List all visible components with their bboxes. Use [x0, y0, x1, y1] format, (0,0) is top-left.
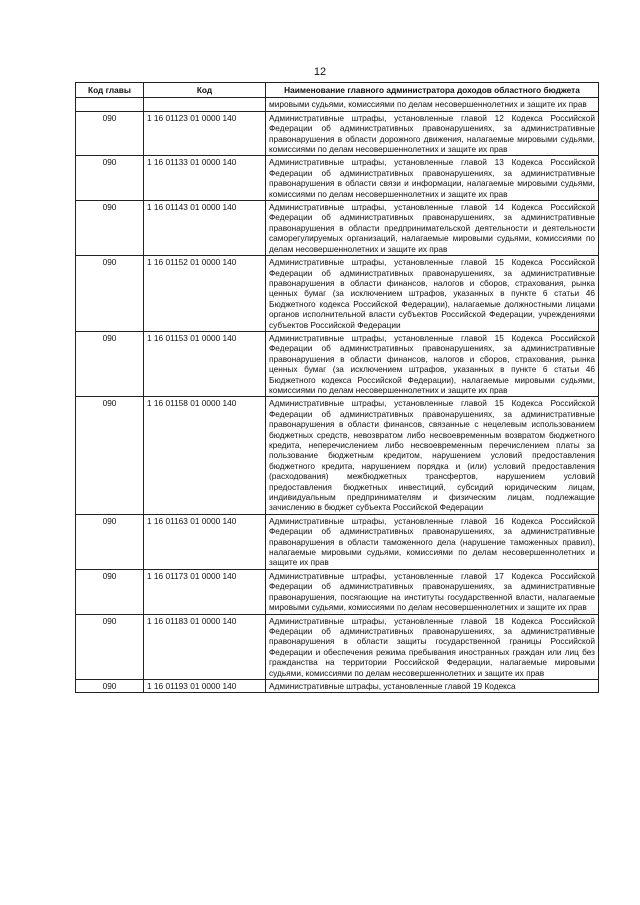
budget-code-cell: 1 16 01143 01 0000 140	[144, 201, 266, 256]
budget-code-cell: 1 16 01183 01 0000 140	[144, 614, 266, 679]
budget-code-cell: 1 16 01163 01 0000 140	[144, 514, 266, 569]
table-row	[76, 256, 599, 332]
table-row	[76, 156, 599, 201]
continuation-name-cell: мировыми судьями, комиссиями по делам несовершеннолетних и защите их прав	[266, 98, 599, 111]
header-code: Код	[144, 83, 266, 98]
chapter-code-cell: 090	[76, 514, 144, 569]
revenue-name-cell: Административные штрафы, установленные главой 15 Кодекса Российской Федерации об административных правонарушениях, за административные правонарушения в области финансов, связанные с нецелевым использованием бюджетных средств, невозвратом либо несвоевременным возвратом бюджетного кредита, неперечислением либо несвоевременным перечислением платы за пользование бюджетным кредитом, нарушением условий предоставления бюджетного кредита, нарушением порядка и (или) условий предоставления (расходования) межбюджетных трансфертов, нарушением условий предоставления бюджетных инвестиций, субсидий юридическим лицам, индивидуальным предпринимателям и физическим лицам, подлежащие зачислению в бюджет субъекта Российской Федерации	[266, 397, 599, 514]
budget-code-cell: 1 16 01123 01 0000 140	[144, 111, 266, 156]
continuation-code-cell	[144, 98, 266, 111]
table-row	[76, 331, 599, 396]
header-chapter-code: Код главы	[76, 83, 144, 98]
table-row	[76, 397, 599, 514]
chapter-code-cell: 090	[76, 679, 144, 692]
budget-code-cell: 1 16 01133 01 0000 140	[144, 156, 266, 201]
chapter-code-cell: 090	[76, 614, 144, 679]
budget-code-cell: 1 16 01153 01 0000 140	[144, 331, 266, 396]
revenue-name-cell: Административные штрафы, установленные главой 15 Кодекса Российской Федерации об административных правонарушениях, за административные правонарушения в области финансов, налогов и сборов, страхования, рынка ценных бумаг (за исключением штрафов, указанных в пункте 6 статьи 46 Бюджетного кодекса Российской Федерации), налагаемые мировыми судьями, комиссиями по делам несовершеннолетних и защите их прав	[266, 331, 599, 396]
chapter-code-cell: 090	[76, 397, 144, 514]
budget-code-cell: 1 16 01173 01 0000 140	[144, 569, 266, 614]
revenue-name-cell: Административные штрафы, установленные главой 17 Кодекса Российской Федерации об административных правонарушениях, за административные правонарушения, посягающие на институты государственной власти, налагаемые мировыми судьями, комиссиями по делам несовершеннолетних и защите их прав	[266, 569, 599, 614]
chapter-code-cell: 090	[76, 156, 144, 201]
revenue-name-cell: Административные штрафы, установленные главой 16 Кодекса Российской Федерации об административных правонарушениях, за административные правонарушения в области таможенного дела (нарушение таможенных правил), налагаемые мировыми судьями, комиссиями по делам несовершеннолетних и защите их прав	[266, 514, 599, 569]
revenue-administrators-table	[75, 82, 599, 693]
table-body	[76, 98, 599, 693]
budget-code-cell: 1 16 01152 01 0000 140	[144, 256, 266, 332]
continuation-chapter-cell	[76, 98, 144, 111]
page-number: 12	[313, 66, 327, 78]
chapter-code-cell: 090	[76, 569, 144, 614]
chapter-code-cell: 090	[76, 331, 144, 396]
revenue-name-cell: Административные штрафы, установленные главой 14 Кодекса Российской Федерации об административных правонарушениях, за административные правонарушения в области предпринимательской деятельности и деятельности саморегулируемых организаций, налагаемые мировыми судьями, комиссиями по делам несовершеннолетних и защите их прав	[266, 201, 599, 256]
revenue-name-cell: Административные штрафы, установленные главой 19 Кодекса	[266, 679, 599, 692]
table-row	[76, 614, 599, 679]
budget-code-cell: 1 16 01158 01 0000 140	[144, 397, 266, 514]
revenue-name-cell: Административные штрафы, установленные главой 12 Кодекса Российской Федерации об административных правонарушениях, за административные правонарушения в области дорожного движения, налагаемые мировыми судьями, комиссиями по делам несовершеннолетних и защите их прав	[266, 111, 599, 156]
table-row	[76, 569, 599, 614]
chapter-code-cell: 090	[76, 201, 144, 256]
table-row	[76, 514, 599, 569]
table-row	[76, 201, 599, 256]
chapter-code-cell: 090	[76, 111, 144, 156]
table-header-row	[76, 83, 599, 98]
table-row	[76, 111, 599, 156]
table-row	[76, 679, 599, 692]
header-name: Наименование главного администратора доходов областного бюджета	[266, 83, 599, 98]
revenue-name-cell: Административные штрафы, установленные главой 13 Кодекса Российской Федерации об административных правонарушениях, за административные правонарушения в области связи и информации, налагаемые мировыми судьями, комиссиями по делам несовершеннолетних и защите их прав	[266, 156, 599, 201]
chapter-code-cell: 090	[76, 256, 144, 332]
continuation-row	[76, 98, 599, 111]
budget-code-cell: 1 16 01193 01 0000 140	[144, 679, 266, 692]
revenue-name-cell: Административные штрафы, установленные главой 15 Кодекса Российской Федерации об административных правонарушениях, за административные правонарушения в области финансов, налогов и сборов, страхования, рынка ценных бумаг (за исключением штрафов, указанных в пункте 6 статьи 46 Бюджетного кодекса Российской Федерации), налагаемые должностными лицами органов исполнительной власти субъектов Российской Федерации, учреждениями субъектов Российской Федерации	[266, 256, 599, 332]
revenue-name-cell: Административные штрафы, установленные главой 18 Кодекса Российской Федерации об административных правонарушениях, за административные правонарушения в области защиты государственной границы Российской Федерации и обеспечения режима пребывания иностранных граждан или лиц без гражданства на территории Российской Федерации, налагаемые мировыми судьями, комиссиями по делам несовершеннолетних и защите их прав	[266, 614, 599, 679]
